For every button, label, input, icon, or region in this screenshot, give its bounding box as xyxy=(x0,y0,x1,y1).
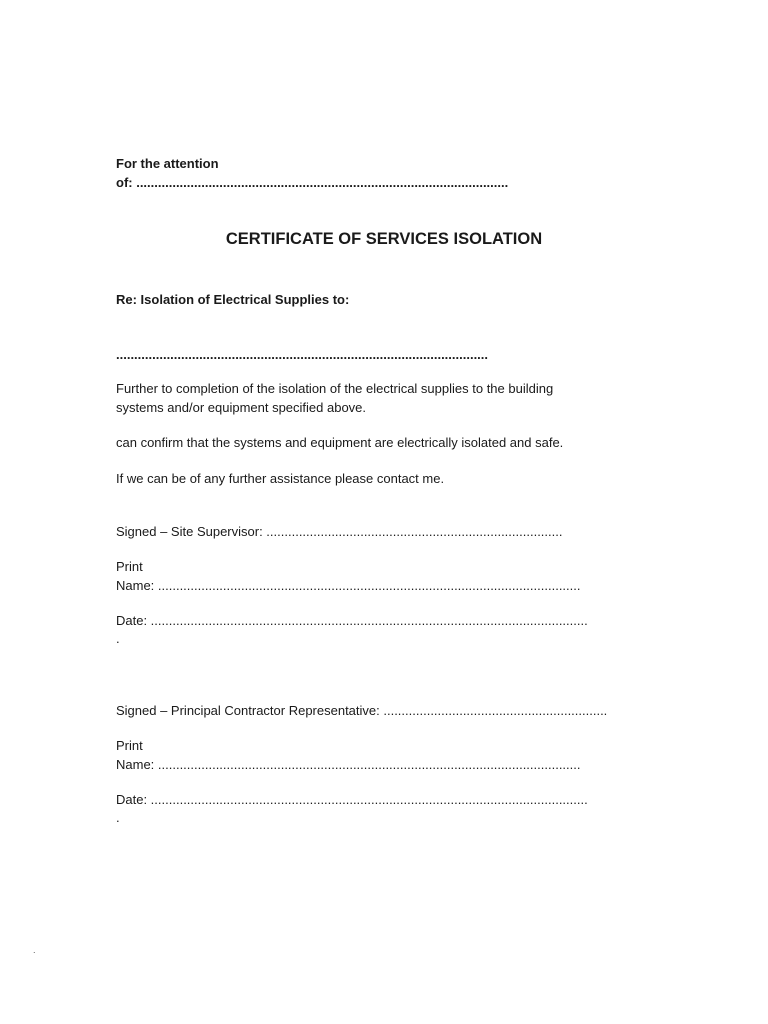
re-line: Re: Isolation of Electrical Supplies to: xyxy=(116,292,350,307)
principal-contractor-print-label: Print xyxy=(116,738,143,753)
principal-contractor-date-tail: . xyxy=(116,810,120,825)
paragraph-3: If we can be of any further assistance please contact me. xyxy=(116,471,445,486)
paragraph-1-line-1: Further to completion of the isolation of the electrical supplies to the building xyxy=(116,381,554,396)
site-supervisor-date: Date: ......................................................................................................................... xyxy=(116,613,588,628)
page-title: CERTIFICATE OF SERVICES ISOLATION xyxy=(225,230,543,248)
attention-label: For the attention xyxy=(116,156,219,171)
site-supervisor-date-tail: . xyxy=(116,631,120,646)
supply-blank: ....................................................................................................... xyxy=(116,347,489,362)
site-supervisor-signed: Signed – Site Supervisor: .................................................................................. xyxy=(116,524,563,539)
attention-blank: of: ....................................................................................................... xyxy=(116,175,509,190)
principal-contractor-signed: Signed – Principal Contractor Representative: .............................................................. xyxy=(116,703,608,718)
paragraph-2: can confirm that the systems and equipment are electrically isolated and safe. xyxy=(116,435,564,450)
site-supervisor-print-label: Print xyxy=(116,559,143,574)
principal-contractor-name: Name: ..................................................................................................................... xyxy=(116,757,581,772)
principal-contractor-date: Date: ......................................................................................................................... xyxy=(116,792,588,807)
site-supervisor-name: Name: ..................................................................................................................... xyxy=(116,578,581,593)
stray-mark: . xyxy=(33,945,36,955)
paragraph-1-line-2: systems and/or equipment specified above. xyxy=(116,400,367,415)
